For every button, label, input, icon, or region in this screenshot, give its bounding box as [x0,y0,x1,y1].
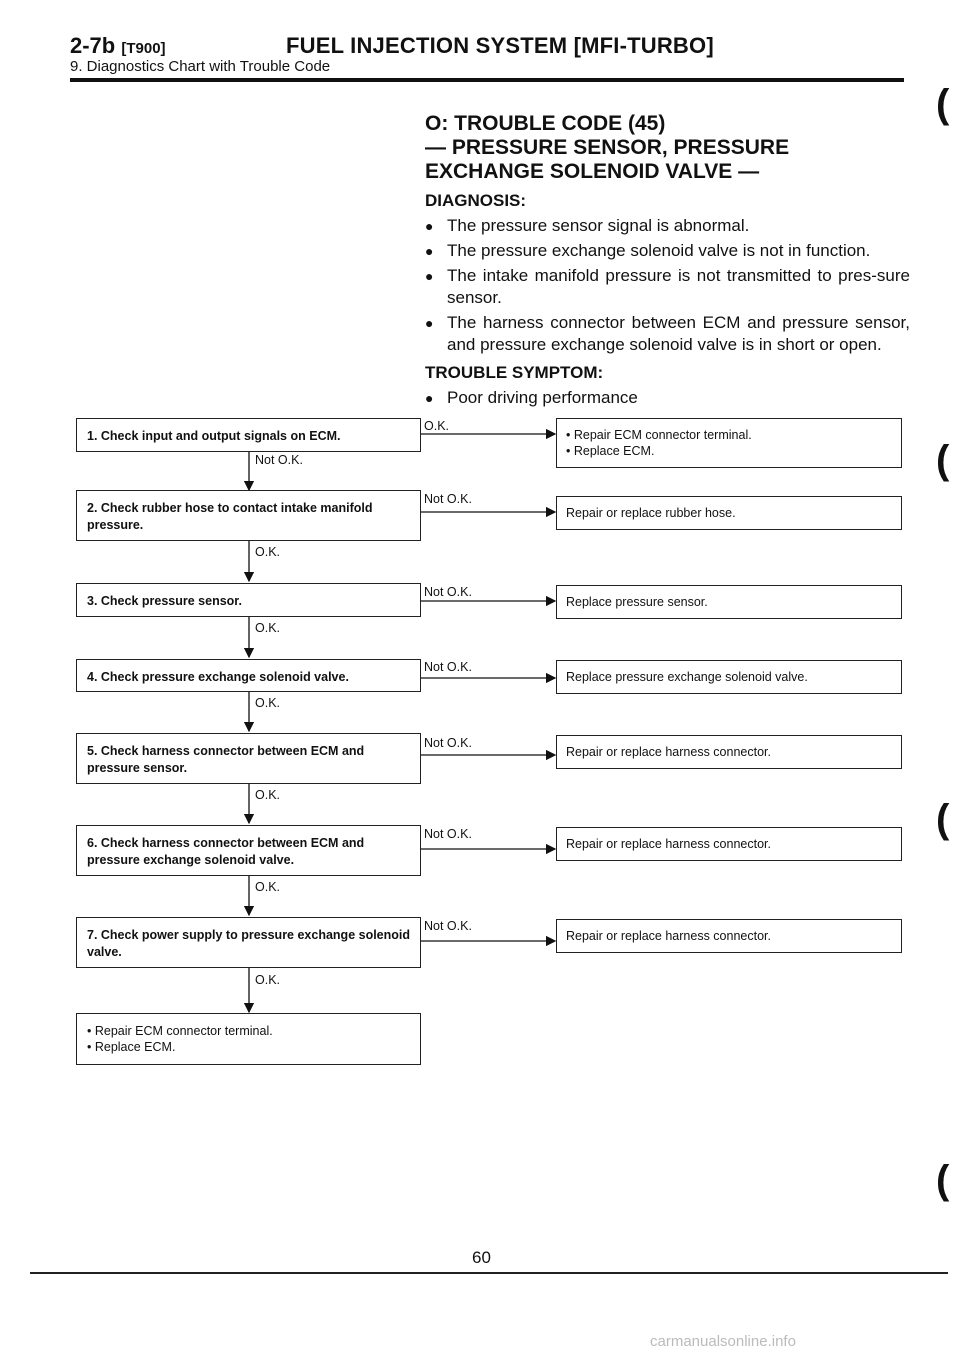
result-box-1 [556,418,902,468]
section-title-line-2: — PRESSURE SENSOR, PRESSURE [425,136,790,159]
next-label-4: O.K. [255,696,281,710]
check-step-3: 3. Check pressure sensor. [76,583,421,617]
check-step-2: 2. Check rubber hose to contact intake manifold pressure. [76,490,421,541]
next-label-2: O.K. [255,545,281,559]
final-action-box [76,1013,421,1065]
branch-label-7: Not O.K. [424,919,472,933]
next-label-5: O.K. [255,788,281,802]
result-box-4 [556,660,902,694]
diagnosis-item: ● The harness connector between ECM and pressure sensor, and pressure exchange solenoid valve is in short or open. [425,313,910,354]
next-label-1: Not O.K. [255,453,303,467]
diagnosis-item: ● The pressure exchange solenoid valve is not in function. [425,241,871,260]
branch-label-5: Not O.K. [424,736,472,750]
result-line: Repair or replace harness connector. [566,929,771,943]
next-label-7: O.K. [255,973,281,987]
section-code-ref: [T900] [121,40,166,57]
section-title-line-3: EXCHANGE SOLENOID VALVE — [425,160,760,183]
result-box-5 [556,735,902,769]
section-code-number: 2-7b [70,33,116,58]
result-line: Repair or replace harness connector. [566,837,771,851]
branch-label-3: Not O.K. [424,585,472,599]
branch-label-6: Not O.K. [424,827,472,841]
result-line: Repair or replace harness connector. [566,745,771,759]
branch-label-2: Not O.K. [424,492,472,506]
result-line: Replace pressure exchange solenoid valve. [566,670,808,684]
result-box-3 [556,585,902,619]
bullet-icon: ● [425,315,434,331]
result-box-2 [556,496,902,530]
branch-label-1: O.K. [424,419,450,433]
symptom-heading: TROUBLE SYMPTOM: [425,363,604,382]
binder-bracket: ( [936,1158,950,1202]
page-title: FUEL INJECTION SYSTEM [MFI-TURBO] [286,33,714,58]
footer-rule [30,1272,948,1274]
next-label-3: O.K. [255,621,281,635]
binder-bracket: ( [936,797,950,841]
result-box-7 [556,919,902,953]
result-line: • Replace ECM. [566,444,655,458]
symptom-item: ● Poor driving performance [425,388,638,407]
result-line: Replace pressure sensor. [566,595,708,609]
check-step-1: 1. Check input and output signals on ECM. [76,418,421,452]
result-line: • Repair ECM connector terminal. [566,428,752,442]
final-line: • Replace ECM. [87,1040,176,1054]
check-step-6: 6. Check harness connector between ECM and pressure exchange solenoid valve. [76,825,421,876]
section-title-line-1: O: TROUBLE CODE (45) [425,112,666,135]
check-step-7: 7. Check power supply to pressure exchange solenoid valve. [76,917,421,968]
page-number: 60 [472,1248,491,1267]
diagnosis-heading: DIAGNOSIS: [425,191,527,210]
check-step-4: 4. Check pressure exchange solenoid valve. [76,659,421,692]
result-line: Repair or replace rubber hose. [566,506,736,520]
watermark: carmanualsonline.info [650,1333,796,1350]
bullet-icon: ● [425,268,434,284]
check-step-5: 5. Check harness connector between ECM and pressure sensor. [76,733,421,784]
bullet-icon: ● [425,243,434,259]
binder-bracket: ( [936,438,950,482]
result-box-6 [556,827,902,861]
next-label-6: O.K. [255,880,281,894]
bullet-icon: ● [425,218,434,234]
diagnosis-item: ● The pressure sensor signal is abnormal. [425,216,750,235]
diagnosis-item: ● The intake manifold pressure is not transmitted to pres-sure sensor. [425,266,910,307]
final-line: • Repair ECM connector terminal. [87,1024,273,1038]
bullet-icon: ● [425,390,434,406]
page-subtitle: 9. Diagnostics Chart with Trouble Code [70,58,331,75]
branch-label-4: Not O.K. [424,660,472,674]
binder-bracket: ( [936,82,950,126]
